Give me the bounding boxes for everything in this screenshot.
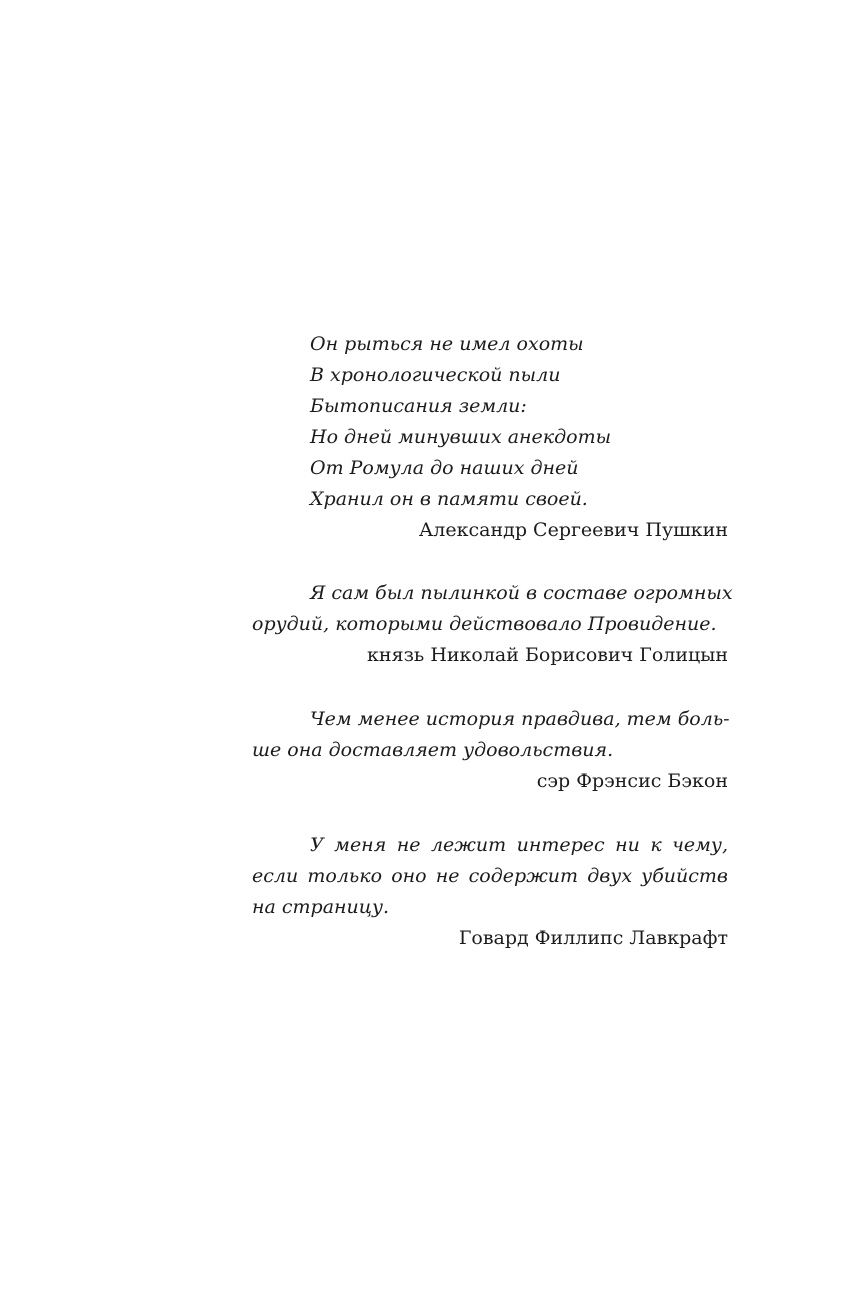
epigraph-author: Александр Сергеевич Пушкин xyxy=(418,519,728,541)
poem-line: От Ромула до наших дней xyxy=(310,457,579,479)
quote-line: на страницу. xyxy=(252,896,390,918)
poem-line: Но дней минувших анекдоты xyxy=(310,426,612,448)
epigraph-lovecraft xyxy=(252,830,728,954)
epigraph-author: князь Николай Борисович Голицын xyxy=(367,644,728,666)
epigraph-golitsyn xyxy=(252,578,733,671)
epigraph-pushkin xyxy=(252,329,728,546)
epigraph-author: Говард Филлипс Лавкрафт xyxy=(458,927,728,949)
quote-line: если только оно не содержит двух убийств xyxy=(252,865,728,887)
poem-line: Бытописания земли: xyxy=(310,395,527,417)
quote-line: орудий, которыми действовало Провидение. xyxy=(252,613,717,635)
poem-line: Хранил он в памяти своей. xyxy=(310,488,588,510)
poem-line: В хронологической пыли xyxy=(310,364,561,386)
epigraph-bacon xyxy=(252,704,728,797)
poem-line: Он рыться не имел охоты xyxy=(310,333,584,355)
quote-line: У меня не лежит интерес ни к чему, xyxy=(310,834,728,856)
quote-line: Я сам был пылинкой в составе огромных xyxy=(310,582,733,604)
epigraph-author: сэр Фрэнсис Бэкон xyxy=(536,770,728,792)
quote-line: ше она доставляет удовольствия. xyxy=(252,739,614,761)
quote-line: Чем менее история правдива, тем боль- xyxy=(310,708,730,730)
